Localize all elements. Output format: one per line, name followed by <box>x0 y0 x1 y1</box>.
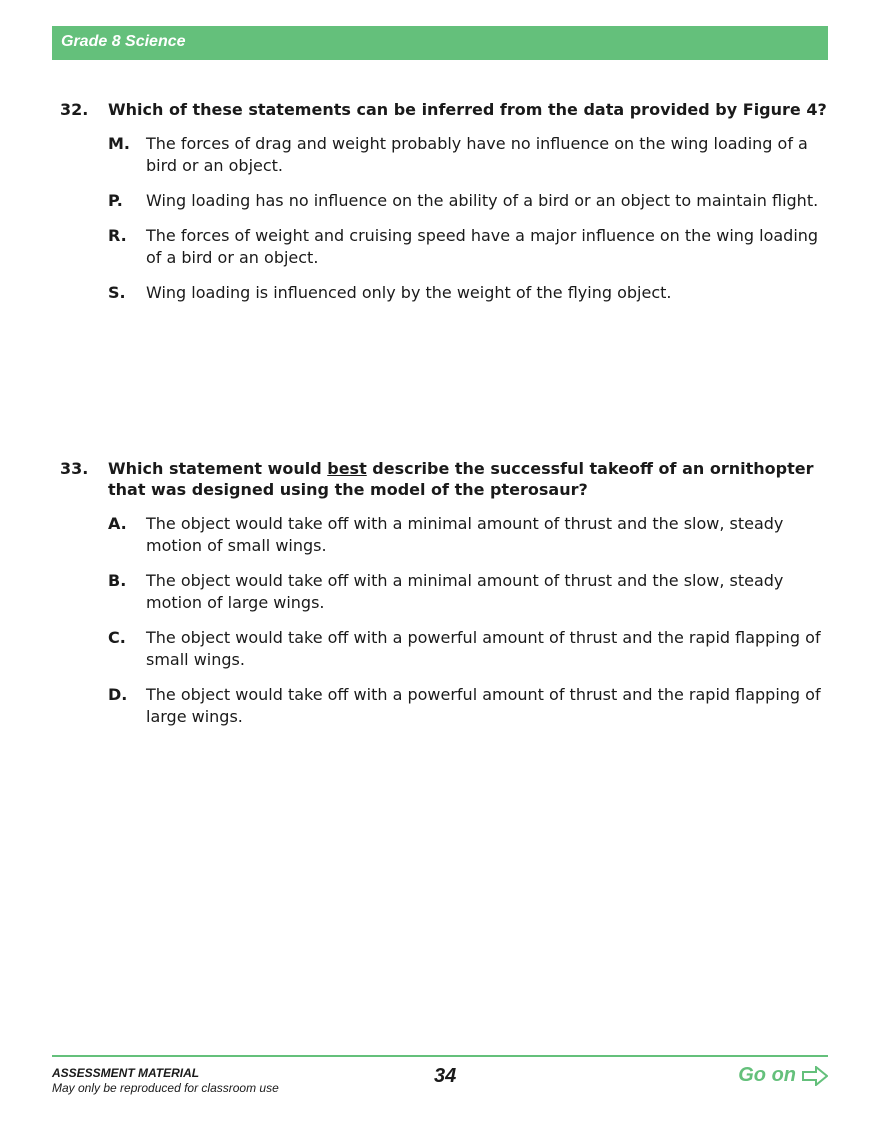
question-32 <box>60 99 830 304</box>
header-title: Grade 8 Science <box>61 33 186 50</box>
header-bar <box>52 26 828 60</box>
answer-option-c[interactable] <box>108 627 830 671</box>
option-letter: B. <box>108 571 127 590</box>
question-text: Which of these statements can be inferred from the data provided by Figure 4? <box>108 100 827 119</box>
option-letter: M. <box>108 134 130 153</box>
option-letter: S. <box>108 283 126 302</box>
option-text: The object would take off with a powerful amount of thrust and the rapid flapping of large wings. <box>146 685 821 726</box>
question-33 <box>60 458 830 728</box>
go-on-label: Go on <box>738 1064 796 1086</box>
emphasized-word: best <box>327 459 367 478</box>
arrow-right-icon <box>802 1066 828 1086</box>
question-number: 33. <box>60 459 89 478</box>
answer-option-m[interactable] <box>108 133 830 177</box>
option-letter: R. <box>108 226 127 245</box>
option-letter: D. <box>108 685 128 704</box>
footer-notice <box>52 1066 279 1096</box>
option-text: Wing loading is influenced only by the weight of the flying object. <box>146 283 672 302</box>
question-text-part: describe the successful takeoff of an ornithopter that was designed using the model of the pterosaur? <box>108 459 814 499</box>
option-text: The object would take off with a minimal amount of thrust and the slow, steady motion of large wings. <box>146 571 784 612</box>
option-letter: P. <box>108 191 123 210</box>
question-number: 32. <box>60 100 89 119</box>
question-text <box>108 458 830 500</box>
answer-option-a[interactable] <box>108 513 830 557</box>
footer-divider <box>52 1055 828 1057</box>
answer-option-p[interactable] <box>108 190 830 212</box>
go-on-indicator <box>738 1064 828 1087</box>
option-text: The forces of drag and weight probably have no influence on the wing loading of a bird or an object. <box>146 134 808 175</box>
option-text: Wing loading has no influence on the ability of a bird or an object to maintain flight. <box>146 191 819 210</box>
option-letter: C. <box>108 628 126 647</box>
footer-line-2: May only be reproduced for classroom use <box>52 1081 279 1095</box>
option-text: The object would take off with a powerful amount of thrust and the rapid flapping of small wings. <box>146 628 821 669</box>
answer-option-s[interactable] <box>108 282 830 304</box>
answer-option-b[interactable] <box>108 570 830 614</box>
option-letter: A. <box>108 514 127 533</box>
footer-line-1: ASSESSMENT MATERIAL <box>52 1066 200 1080</box>
page-number: 34 <box>434 1065 457 1087</box>
option-text: The object would take off with a minimal amount of thrust and the slow, steady motion of small wings. <box>146 514 784 555</box>
option-text: The forces of weight and cruising speed have a major influence on the wing loading of a bird or an object. <box>146 226 819 267</box>
answer-option-r[interactable] <box>108 225 830 269</box>
answer-option-d[interactable] <box>108 684 830 728</box>
question-text-part: Which statement would <box>108 459 328 478</box>
